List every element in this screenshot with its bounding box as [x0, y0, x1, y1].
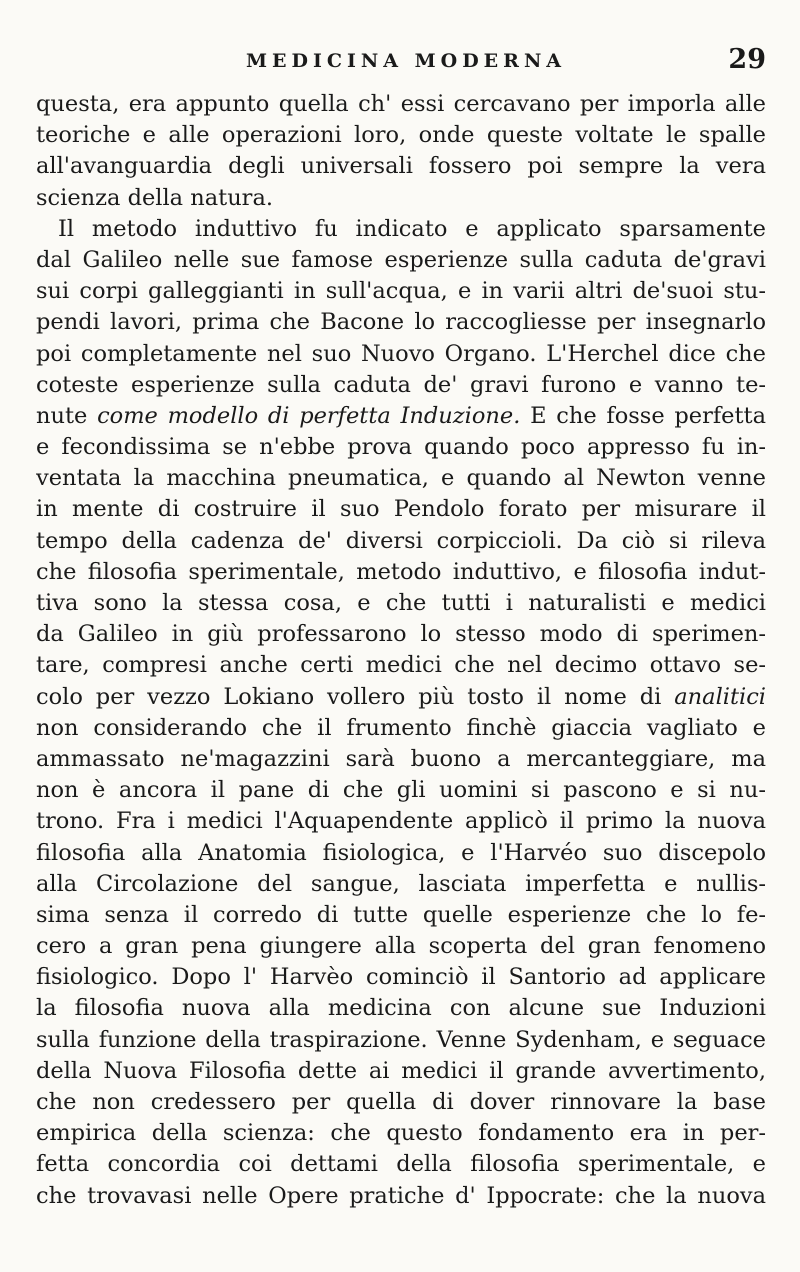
line-text: sui corpi galleggianti in sull'acqua, e in varii altri de'suoi stu- [36, 278, 766, 305]
line-text: ventata la macchina pneumatica, e quando al Newton venne [36, 465, 766, 492]
page-header [36, 44, 766, 84]
line-text: teoriche e alle operazioni loro, onde queste voltate le spalle [36, 122, 766, 149]
text-line [36, 245, 766, 276]
text-line [36, 713, 766, 744]
line-text: che trovavasi nelle Opere pratiche d' Ippocrate: che la nuova [36, 1182, 766, 1209]
line-text: sima senza il corredo di tutte quelle esperienze che lo fe- [36, 901, 766, 928]
line-text: alla Circolazione del sangue, lasciata imperfetta e nullis- [36, 870, 766, 897]
line-text-before: nute [36, 402, 98, 429]
italic-phrase: analitici [674, 683, 766, 710]
text-line [36, 1056, 766, 1087]
line-text: questa, era appunto quella ch' essi cercavano per imporla alle [36, 91, 766, 117]
text-line [36, 183, 766, 214]
body-text [36, 89, 766, 1212]
line-text: non è ancora il pane di che gli uomini si pascono e si nu- [36, 777, 766, 804]
line-text: filosofia alla Anatomia fisiologica, e l'Harvéo suo discepolo [36, 839, 766, 866]
page-number: 29 [728, 44, 766, 75]
text-line [36, 931, 766, 962]
text-line [36, 962, 766, 993]
line-text: empirica della scienza: che questo fondamento era in per- [36, 1120, 766, 1147]
text-line [36, 869, 766, 900]
line-text: fisiologico. Dopo l' Harvèo cominciò il Santorio ad applicare [36, 964, 766, 991]
line-text: tiva sono la stessa cosa, e che tutti i naturalisti e medici [36, 590, 766, 616]
text-line [36, 993, 766, 1024]
line-text: ammassato ne'magazzini sarà buono a mercanteggiare, ma [36, 745, 766, 772]
line-text: sulla funzione della traspirazione. Venne Sydenham, e seguace [36, 1026, 766, 1053]
text-line [36, 588, 766, 619]
line-text: all'avanguardia degli universali fossero poi sempre la vera [36, 153, 766, 180]
text-line [36, 1025, 766, 1056]
line-text: Il metodo induttivo fu indicato e applicato sparsamente [58, 215, 766, 242]
text-line [36, 838, 766, 869]
line-text: della Nuova Filosofia dette ai medici il grande avvertimento, [36, 1057, 766, 1084]
line-text: fetta concordia coi dettami della filosofia sperimentale, e [36, 1151, 766, 1178]
line-text: cero a gran pena giungere alla scoperta del gran fenomeno [36, 933, 766, 960]
text-line [36, 120, 766, 151]
line-text: che filosofia sperimentale, metodo induttivo, e filosofia indut- [36, 558, 766, 585]
text-line [36, 339, 766, 370]
text-line [36, 463, 766, 494]
line-text-after: E che fosse perfetta [520, 402, 766, 429]
text-line [36, 806, 766, 837]
line-text: poi completamente nel suo Nuovo Organo. L'Herchel dice che [36, 340, 766, 367]
text-line [36, 744, 766, 775]
text-line [36, 1087, 766, 1118]
line-text: in mente di costruire il suo Pendolo forato per misurare il [36, 496, 766, 523]
line-text: da Galileo in giù professarono lo stesso modo di sperimen- [36, 621, 766, 648]
text-line [36, 526, 766, 557]
text-line [36, 151, 766, 182]
text-line [36, 1149, 766, 1180]
text-line [36, 900, 766, 931]
text-line [36, 89, 766, 120]
italic-phrase: come modello di perfetta Induzione. [97, 402, 521, 429]
running-title: MEDICINA MODERNA [246, 50, 567, 72]
text-line [36, 214, 766, 245]
line-text: tare, compresi anche certi medici che nel decimo ottavo se- [36, 652, 766, 679]
text-line [36, 775, 766, 806]
line-text: dal Galileo nelle sue famose esperienze sulla caduta de'gravi [36, 246, 766, 273]
line-text: la filosofia nuova alla medicina con alcune sue Induzioni [36, 995, 766, 1022]
text-line [36, 276, 766, 307]
line-text: non considerando che il frumento finchè giaccia vagliato e [36, 714, 766, 741]
text-line [36, 401, 766, 432]
text-line [36, 557, 766, 588]
line-text: trono. Fra i medici l'Aquapendente applicò il primo la nuova [36, 808, 766, 835]
text-line [36, 1181, 766, 1212]
text-line [36, 494, 766, 525]
line-text: che non credessero per quella di dover rinnovare la base [36, 1089, 766, 1115]
text-line [36, 682, 766, 713]
line-text: tempo della cadenza de' diversi corpiccioli. Da ciò si rileva [36, 527, 766, 554]
text-line [36, 307, 766, 338]
text-line [36, 619, 766, 650]
line-text: pendi lavori, prima che Bacone lo raccogliesse per insegnarlo [36, 309, 766, 336]
text-line [36, 432, 766, 463]
text-line [36, 1118, 766, 1149]
line-text: scienza della natura. [36, 184, 274, 211]
line-text: coteste esperienze sulla caduta de' gravi furono e vanno te- [36, 371, 766, 398]
text-line [36, 370, 766, 401]
text-line [36, 650, 766, 681]
line-text: e fecondissima se n'ebbe prova quando poco appresso fu in- [36, 434, 766, 461]
line-text-before: colo per vezzo Lokiano vollero più tosto il nome di [36, 683, 675, 710]
